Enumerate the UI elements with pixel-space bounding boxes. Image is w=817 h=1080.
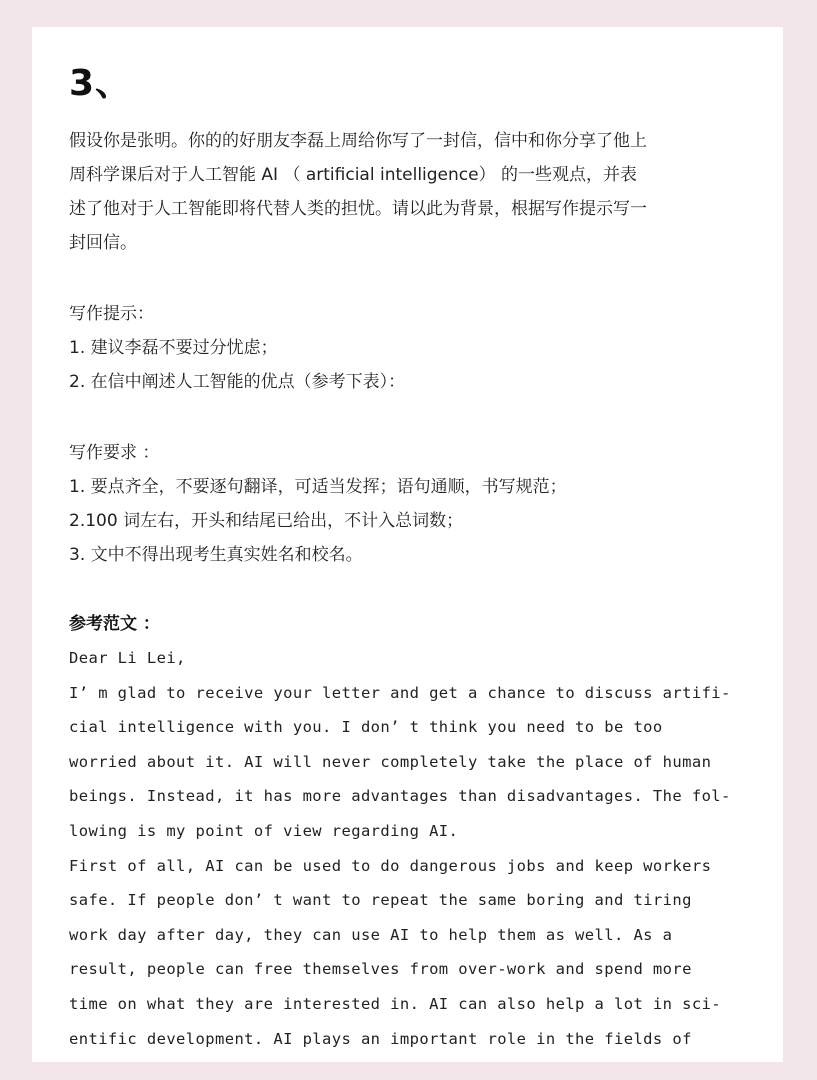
letter-line: work day after day, they can use AI to help them as well. As a	[69, 925, 673, 944]
requirement-item: 2.100 词左右，开头和结尾已给出，不计入总词数；	[69, 511, 464, 531]
intro-line: 述了他对于人工智能即将代替人类的担忧。请以此为背景，根据写作提示写一	[69, 199, 647, 219]
letter-line: cial intelligence with you. I don’ t think you need to be too	[69, 718, 663, 737]
question-number: 3、	[69, 63, 133, 104]
writing-requirements	[69, 436, 759, 572]
letter-line: time on what they are interested in. AI can also help a lot in sci-	[69, 994, 722, 1013]
letter-line: beings. Instead, it has more advantages than disadvantages. The fol-	[69, 787, 731, 806]
hints-title: 写作提示：	[69, 304, 154, 324]
intro-line: 假设你是张明。你的的好朋友李磊上周给你写了一封信，信中和你分享了他上	[69, 131, 647, 151]
letter-line: worried about it. AI will never completely take the place of human	[69, 752, 712, 771]
intro-line: 周科学课后对于人工智能 AI （ artificial intelligence） 的一些观点，并表	[69, 165, 637, 185]
letter-line: I’ m glad to receive your letter and get a chance to discuss artifi-	[69, 683, 731, 702]
hint-item: 1. 建议李磊不要过分忧虑；	[69, 338, 278, 358]
letter-line: First of all, AI can be used to do dangerous jobs and keep workers	[69, 856, 712, 875]
requirements-title: 写作要求 ：	[69, 443, 160, 463]
reference-title: 参考范文 ：	[69, 614, 160, 634]
intro-paragraph	[69, 124, 759, 260]
hint-item: 2. 在信中阐述人工智能的优点（参考下表）：	[69, 372, 406, 392]
document-card	[32, 27, 783, 1062]
letter-line: entific development. AI plays an important role in the fields of	[69, 1029, 692, 1048]
letter-line: result, people can free themselves from over-work and spend more	[69, 960, 692, 979]
letter-line: safe. If people don’ t want to repeat the same boring and tiring	[69, 891, 692, 910]
intro-line: 封回信。	[69, 233, 137, 253]
requirement-item: 1. 要点齐全，不要逐句翻译，可适当发挥；语句通顺，书写规范；	[69, 477, 567, 497]
writing-hints	[69, 297, 759, 399]
letter-line: lowing is my point of view regarding AI.	[69, 821, 459, 840]
requirement-item: 3. 文中不得出现考生真实姓名和校名。	[69, 545, 363, 565]
letter-line: Dear Li Lei,	[69, 649, 186, 667]
reference-letter	[69, 641, 759, 1056]
